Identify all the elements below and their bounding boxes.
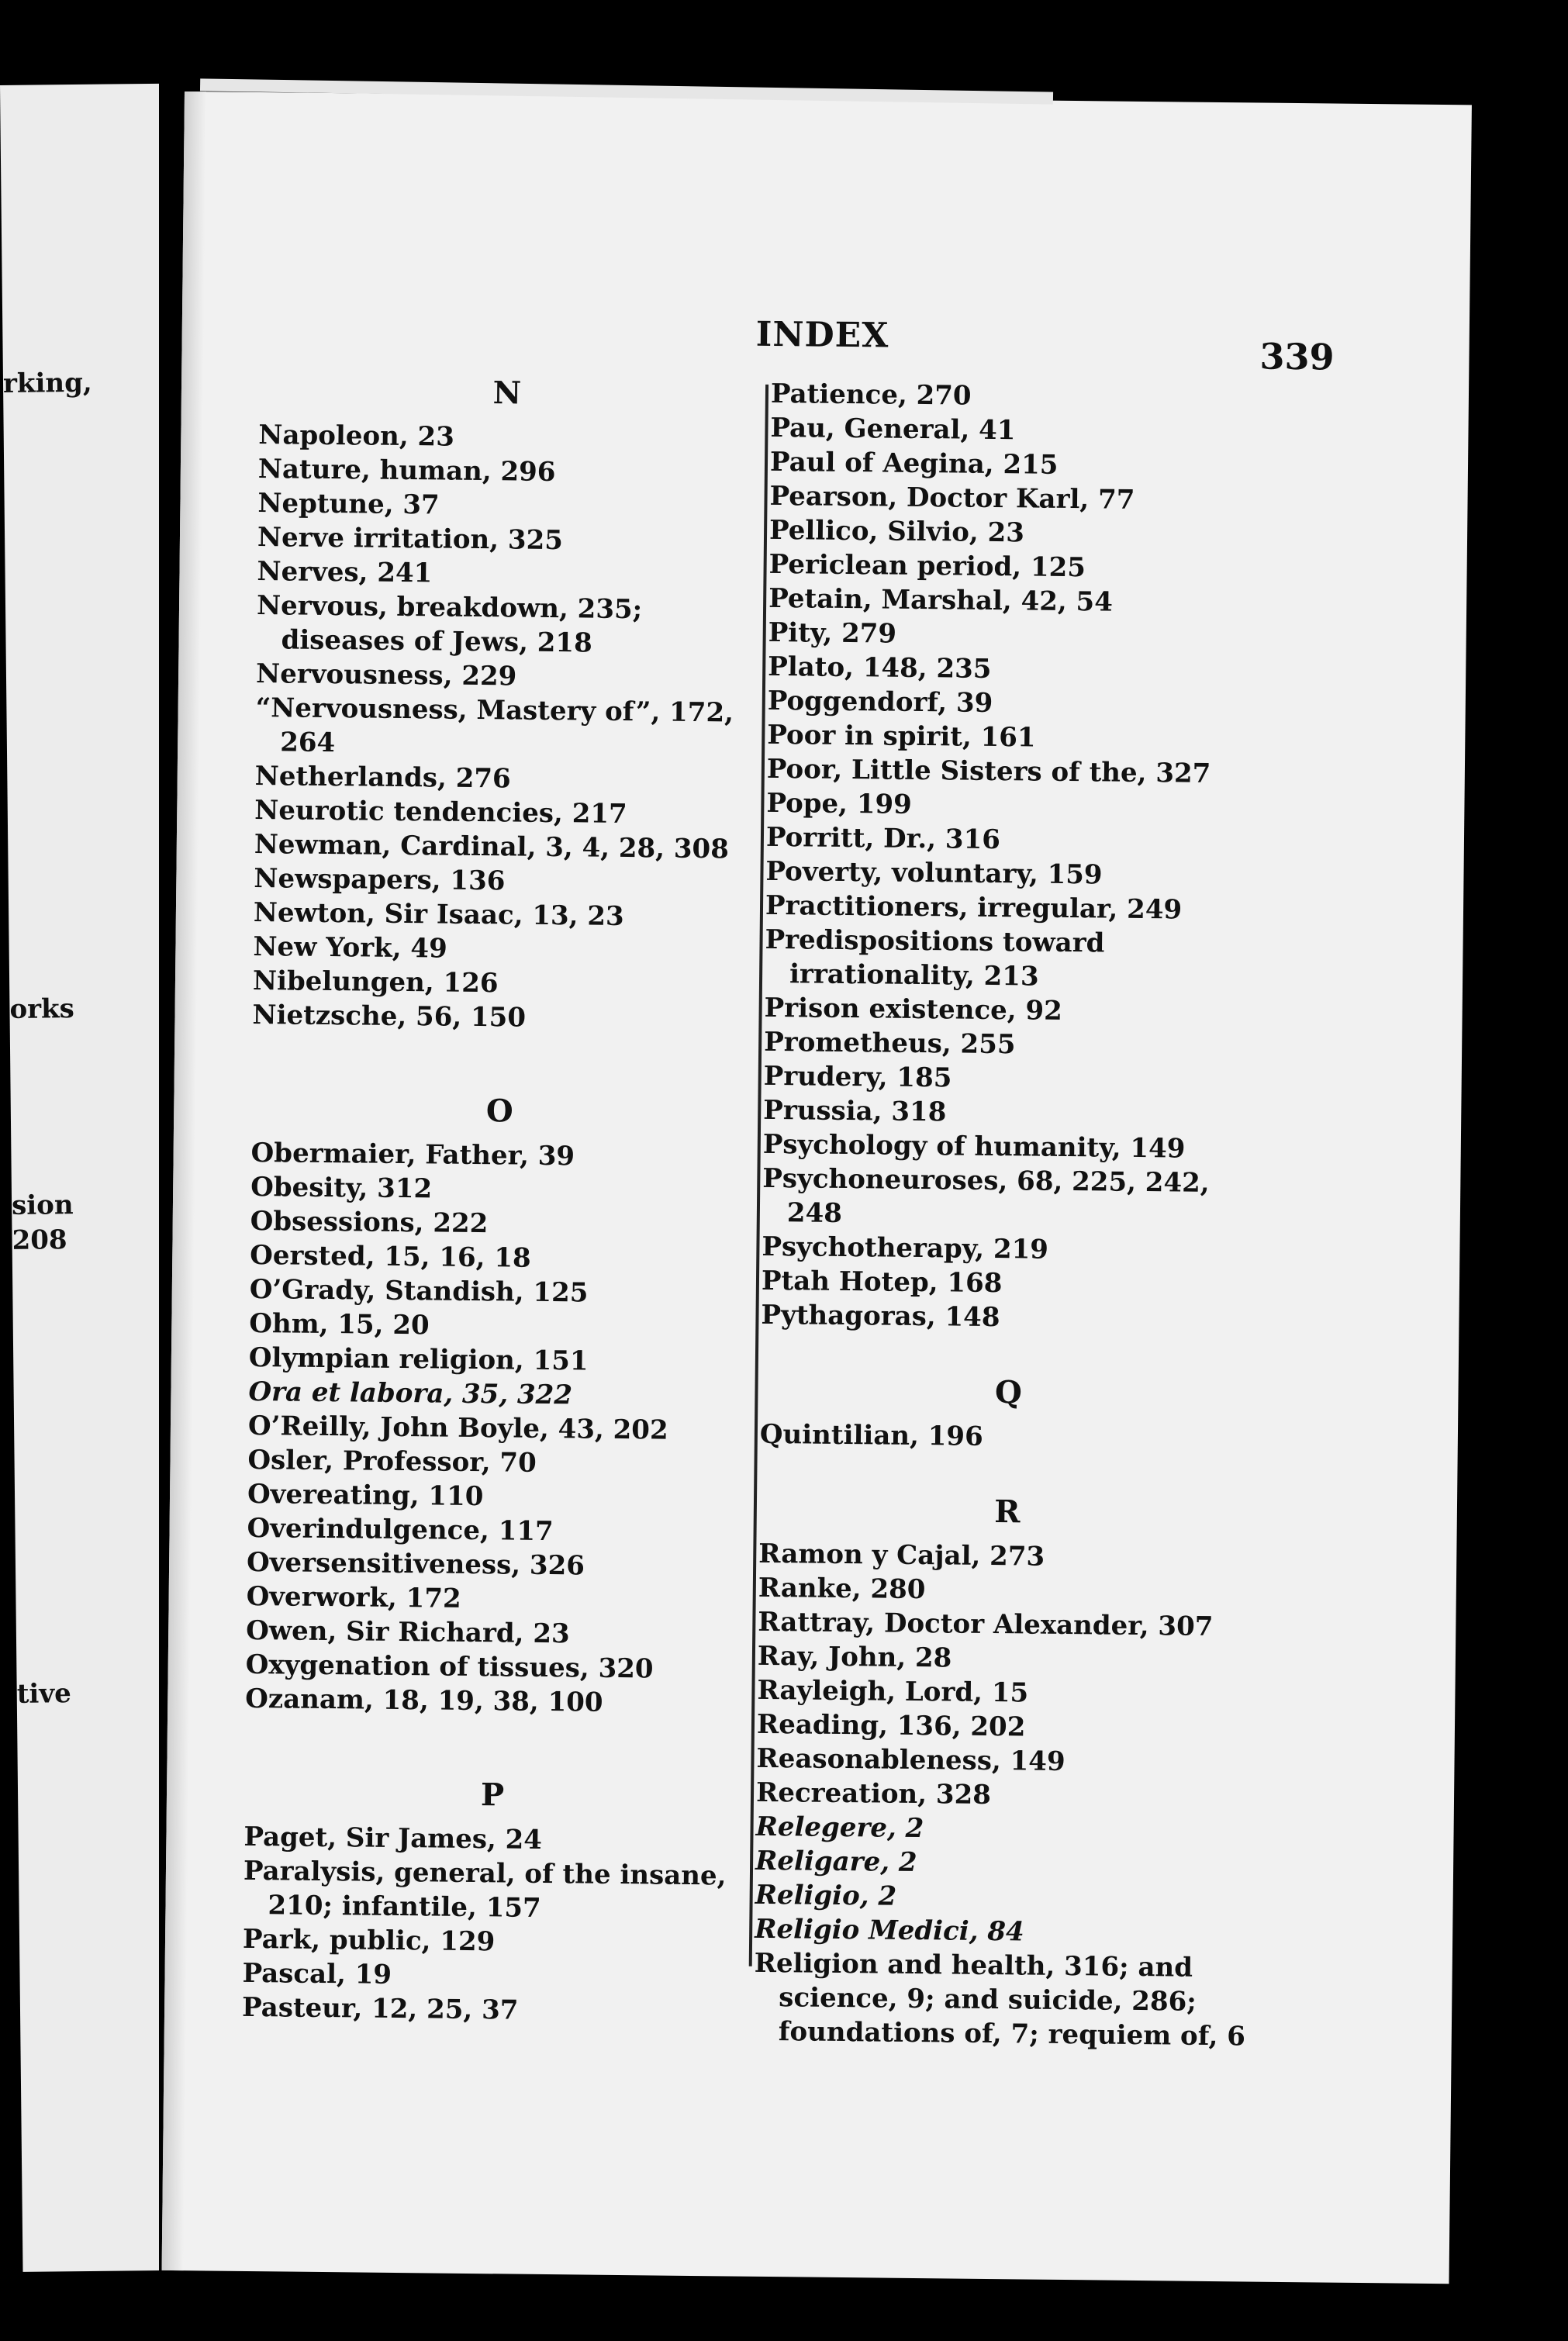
section-letter-n: N: [492, 375, 522, 412]
index-entry: Prometheus, 255: [763, 1026, 1016, 1061]
index-entry: Paget, Sir James, 24: [243, 1821, 543, 1856]
index-entry: Rattray, Doctor Alexander, 307: [758, 1606, 1214, 1642]
index-entry: Pythagoras, 148: [761, 1299, 1000, 1334]
index-entry: Relegere, 2: [755, 1811, 924, 1845]
index-entry: Religio, 2: [755, 1879, 897, 1912]
index-entry: Ohm, 15, 20: [249, 1307, 430, 1341]
index-entry: Oxygenation of tissues, 320: [245, 1649, 654, 1685]
left-text-fragment: orks: [9, 993, 74, 1025]
index-entry: Reading, 136, 202: [756, 1708, 1026, 1743]
index-entry: Ora et labora, 35, 322: [248, 1376, 573, 1411]
section-gap: [244, 1716, 741, 1771]
section-q-entries: [760, 1417, 1256, 1457]
index-entry: Prison existence, 92: [764, 992, 1062, 1027]
index-entry: Neptune, 37: [257, 488, 440, 521]
index-entry: New York, 49: [253, 931, 447, 965]
section-gap: [252, 1032, 749, 1087]
section-p-entries-right: [761, 377, 1267, 1338]
index-entry: Ozanam, 18, 19, 38, 100: [245, 1683, 603, 1718]
index-entry: Periclean period, 125: [768, 548, 1086, 584]
index-entry: Obesity, 312: [250, 1171, 433, 1205]
index-entry: Nervous, breakdown, 235; diseases of Jews, 218: [256, 590, 643, 659]
index-entry: Nervousness, 229: [255, 658, 517, 692]
index-entry: Pope, 199: [766, 787, 913, 820]
index-entry: Ptah Hotep, 168: [761, 1265, 1003, 1300]
index-column-left: [242, 364, 755, 2030]
index-entry: Practitioners, irregular, 249: [765, 889, 1183, 926]
page-title: INDEX: [755, 314, 889, 356]
index-entry: Prudery, 185: [763, 1060, 952, 1094]
index-entry: Nerve irritation, 325: [257, 522, 564, 557]
index-entry: Osler, Professor, 70: [247, 1444, 537, 1479]
index-entry: Poverty, voluntary, 159: [765, 855, 1103, 891]
index-entry: Owen, Sir Richard, 23: [246, 1614, 570, 1650]
index-entry: Newman, Cardinal, 3, 4, 28, 308: [254, 828, 730, 865]
index-entry: Overwork, 172: [246, 1580, 461, 1614]
index-entry: “Nervousness, Mastery of”, 172, 264: [255, 692, 734, 759]
index-entry: Poor, Little Sisters of the, 327: [766, 753, 1211, 789]
index-entry: Poggendorf, 39: [767, 685, 993, 719]
index-entry: Newton, Sir Isaac, 13, 23: [253, 896, 624, 932]
index-entry: Nerves, 241: [257, 556, 433, 589]
index-entry: Porritt, Dr., 316: [765, 821, 1001, 856]
section-n-entries: [252, 418, 755, 1038]
index-entry: Psychoneuroses, 68, 225, 242, 248: [762, 1162, 1210, 1229]
index-entry: Rayleigh, Lord, 15: [757, 1674, 1029, 1709]
index-entry: Obermaier, Father, 39: [250, 1137, 575, 1172]
index-column-right: [754, 377, 1268, 2054]
index-entry: Pearson, Doctor Karl, 77: [769, 480, 1135, 516]
index-entry: Psychology of humanity, 149: [762, 1128, 1186, 1165]
index-entry: Pity, 279: [768, 616, 897, 650]
index-entry: Plato, 148, 235: [768, 651, 992, 685]
index-entry: Religion and health, 316; and science, 9; and suicide, 286; foundations of, 7; requiem of, 6: [754, 1947, 1246, 2053]
section-gap: [761, 1332, 1257, 1369]
section-letter-o: O: [485, 1093, 513, 1130]
index-entry: Prussia, 318: [763, 1094, 947, 1128]
index-entry: Recreation, 328: [755, 1776, 992, 1811]
section-p-entries-left: [242, 1820, 741, 2030]
index-entry: Pau, General, 41: [770, 412, 1016, 447]
section-letter-p: P: [480, 1776, 505, 1814]
section-letter-r: R: [994, 1493, 1021, 1531]
index-entry: Patience, 270: [770, 378, 972, 412]
left-text-fragment: tive: [16, 1678, 71, 1710]
index-entry: Paul of Aegina, 215: [769, 446, 1059, 481]
index-entry: Ranke, 280: [758, 1572, 926, 1606]
index-entry: Pascal, 19: [242, 1957, 392, 1991]
index-entry: Obsessions, 222: [250, 1205, 489, 1240]
index-entry: Olympian religion, 151: [248, 1341, 589, 1377]
section-o-entries: [245, 1136, 748, 1721]
index-entry: Nibelungen, 126: [252, 965, 499, 1000]
index-entry: Reasonableness, 149: [756, 1742, 1065, 1778]
left-text-fragment: sion: [11, 1189, 74, 1221]
index-entry: Religio Medici, 84: [755, 1913, 1024, 1948]
left-text-fragment: 208: [12, 1224, 67, 1256]
section-r-entries: [754, 1537, 1255, 2054]
index-entry: Predispositions toward irrationality, 213: [765, 924, 1105, 993]
index-entry: Netherlands, 276: [254, 760, 511, 795]
index-entry: Quintilian, 196: [759, 1418, 983, 1452]
index-entry: Nature, human, 296: [257, 454, 556, 489]
index-entry: Petain, Marshal, 42, 54: [768, 582, 1114, 618]
index-entry: Park, public, 129: [242, 1923, 496, 1958]
left-page-fragment: [0, 84, 182, 2272]
index-entry: Paralysis, general, of the insane, 210; infantile, 157: [243, 1855, 727, 1924]
index-entry: Pellico, Silvio, 23: [768, 514, 1025, 549]
index-entry: Oersted, 15, 16, 18: [250, 1239, 531, 1274]
section-letter-q: Q: [994, 1374, 1023, 1411]
index-entry: Nietzsche, 56, 150: [252, 999, 527, 1034]
page-number: 339: [1259, 335, 1335, 378]
index-entry: Ray, John, 28: [757, 1640, 952, 1674]
index-entry: Overeating, 110: [247, 1478, 484, 1513]
section-gap: [759, 1452, 1255, 1488]
index-entry: Ramon y Cajal, 273: [758, 1538, 1045, 1573]
index-page: [162, 91, 1472, 2284]
index-entry: Newspapers, 136: [254, 862, 506, 897]
index-entry: Neurotic tendencies, 217: [254, 794, 627, 830]
index-entry: Napoleon, 23: [258, 420, 455, 453]
index-entry: Pasteur, 12, 25, 37: [241, 1991, 519, 2026]
page-top-edge: [200, 78, 1053, 104]
index-entry: Oversensitiveness, 326: [246, 1546, 585, 1582]
index-entry: Poor in spirit, 161: [767, 719, 1036, 754]
index-entry: O’Reilly, John Boyle, 43, 202: [247, 1410, 668, 1446]
index-entry: O’Grady, Standish, 125: [249, 1273, 589, 1309]
index-entry: Religare, 2: [755, 1845, 917, 1879]
index-entry: Psychotherapy, 219: [762, 1231, 1049, 1265]
index-entry: Overindulgence, 117: [247, 1512, 554, 1548]
left-text-fragment: rking,: [2, 367, 92, 399]
